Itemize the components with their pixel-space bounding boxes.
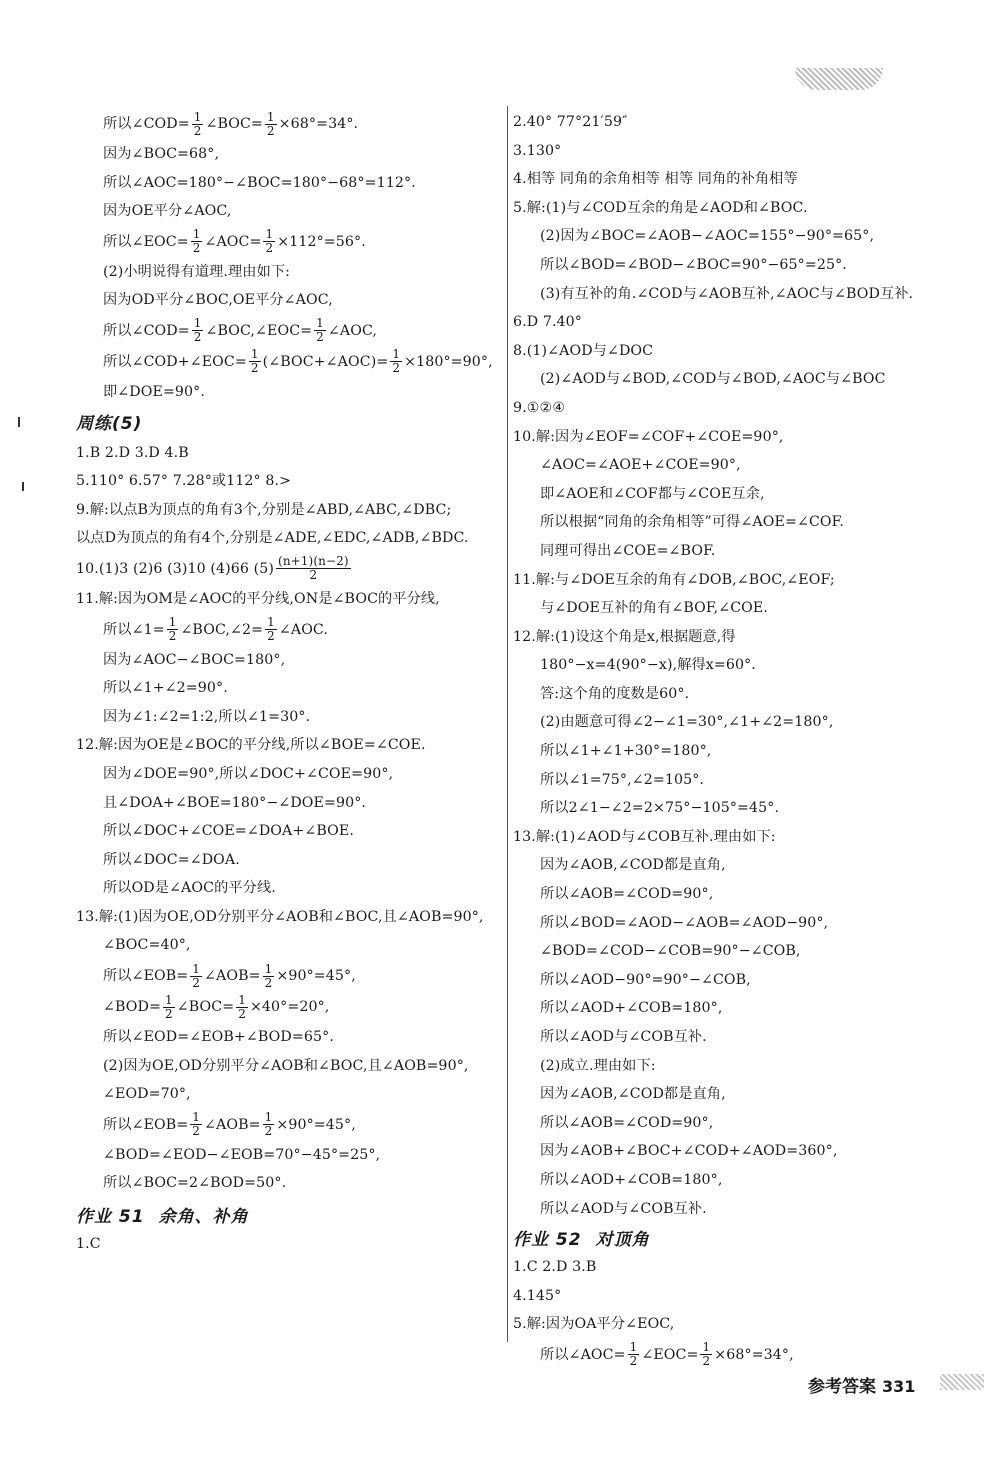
answer-line: 9.解:以点B为顶点的角有3个,分别是∠ABD,∠ABC,∠DBC; bbox=[76, 501, 452, 518]
answer-line: (2)成立.理由如下: bbox=[540, 1057, 656, 1074]
footer-label: 参考答案 bbox=[808, 1377, 876, 1397]
answer-line: 因为∠AOB,∠COD都是直角, bbox=[540, 857, 726, 874]
fraction-denominator: 2 bbox=[193, 123, 202, 138]
answer-line: 11.解:因为OM是∠AOC的平分线,ON是∠BOC的平分线, bbox=[76, 590, 440, 607]
answer-line: 且∠DOA+∠BOE=180°−∠DOE=90°. bbox=[103, 794, 367, 811]
fraction bbox=[191, 228, 203, 255]
answer-line: 因为∠AOB,∠COD都是直角, bbox=[540, 1086, 726, 1103]
answer-line: ∠BOD=∠EOD−∠EOB=70°−45°=25°, bbox=[103, 1146, 381, 1163]
fraction-numerator: 1 bbox=[266, 109, 275, 124]
line-text: 所以∠AOC= bbox=[540, 1346, 626, 1363]
answer-line: 所以∠1+∠2=90°. bbox=[103, 680, 228, 697]
fraction-denominator: 2 bbox=[250, 361, 259, 376]
fraction-denominator: 2 bbox=[192, 975, 201, 990]
fraction-numerator: 1 bbox=[193, 109, 202, 124]
answer-line bbox=[76, 1110, 502, 1140]
line-text: ∠BOC= bbox=[205, 116, 263, 132]
left-block-1 bbox=[76, 109, 502, 407]
line-text: ∠BOC,∠2= bbox=[180, 621, 264, 638]
answer-line: 13.解:(1)∠AOD与∠COB互补.理由如下: bbox=[513, 828, 776, 845]
fraction-denominator: 2 bbox=[238, 1006, 246, 1021]
answer-line: (2)因为OE,OD分别平分∠AOB和∠BOC,且∠AOB=90°, bbox=[103, 1057, 469, 1074]
fraction-denominator: 2 bbox=[316, 330, 324, 345]
answer-line bbox=[76, 316, 502, 346]
fraction bbox=[249, 348, 261, 375]
left-block-3 bbox=[76, 1230, 502, 1259]
fraction-denominator: 2 bbox=[267, 629, 275, 644]
fraction bbox=[236, 994, 248, 1021]
fraction-denominator: 2 bbox=[264, 975, 273, 990]
answer-line: 所以∠1+∠1+30°=180°, bbox=[540, 743, 712, 760]
answer-line: 即∠DOE=90°. bbox=[103, 383, 205, 400]
answer-line bbox=[76, 109, 502, 139]
margin-mark bbox=[22, 482, 24, 491]
fraction-denominator: 2 bbox=[192, 241, 201, 256]
fraction-numerator: 1 bbox=[192, 961, 201, 976]
fraction-denominator: 2 bbox=[164, 1006, 173, 1021]
fraction bbox=[700, 1341, 712, 1368]
answer-line: 所以∠AOD与∠COB互补. bbox=[540, 1029, 707, 1045]
homework-51-number: 作业 51 bbox=[76, 1207, 145, 1228]
line-text: ∠AOC. bbox=[278, 621, 328, 638]
answer-line: (2)小明说得有道理.理由如下: bbox=[103, 263, 291, 280]
fraction-numerator: (n+1)(n−2) bbox=[278, 554, 349, 569]
answer-line: 与∠DOE互补的角有∠BOF,∠COE. bbox=[540, 600, 768, 617]
answer-line: 因为∠BOC=68°, bbox=[103, 146, 220, 162]
right-column bbox=[513, 108, 983, 1371]
fraction bbox=[192, 111, 204, 138]
line-text: ∠AOB= bbox=[204, 1116, 261, 1133]
answer-line: 11.解:与∠DOE互余的角有∠DOB,∠BOC,∠EOF; bbox=[513, 571, 835, 588]
line-text: 所以∠COD= bbox=[103, 322, 190, 339]
answer-line: 即∠AOE和∠COF都与∠COE互余, bbox=[540, 485, 765, 502]
line-text: ∠BOC= bbox=[176, 999, 235, 1016]
fraction-denominator: 2 bbox=[266, 123, 275, 138]
answer-line: 1.B 2.D 3.D 4.B bbox=[76, 444, 189, 461]
line-text: ×68°=34°, bbox=[714, 1346, 794, 1363]
answer-line: 所以∠1=75°,∠2=105°. bbox=[540, 771, 705, 788]
fraction bbox=[263, 1111, 275, 1138]
right-block-1 bbox=[513, 108, 983, 1223]
line-text: ×112°=56°. bbox=[277, 233, 366, 250]
answer-line: 2.40° 77°21′59″ bbox=[513, 114, 628, 130]
margin-mark bbox=[18, 417, 20, 427]
answer-line: ∠BOD=∠COD−∠COB=90°−∠COB, bbox=[540, 943, 801, 960]
answer-line: 所以∠DOC=∠DOA. bbox=[103, 851, 240, 868]
answer-line: 所以∠AOD−90°=90°−∠COB, bbox=[540, 971, 751, 988]
answer-line: 因为∠AOB+∠BOC+∠COD+∠AOD=360°, bbox=[540, 1143, 838, 1160]
answer-line bbox=[513, 1340, 983, 1370]
answer-line: (3)有互补的角.∠COD与∠AOB互补,∠AOC与∠BOD互补. bbox=[540, 285, 914, 302]
fraction bbox=[263, 963, 275, 990]
answer-line: 因为∠1:∠2=1:2,所以∠1=30°. bbox=[103, 708, 311, 725]
answer-line bbox=[76, 227, 502, 257]
fraction-denominator: 2 bbox=[264, 1124, 273, 1139]
line-text: ∠BOC,∠EOC= bbox=[205, 322, 313, 339]
answer-line: 3.130° bbox=[513, 142, 562, 159]
answer-line: 5.解:(1)与∠COD互余的角是∠AOD和∠BOC. bbox=[513, 199, 808, 216]
fraction-numerator: 1 bbox=[629, 1340, 638, 1355]
line-text: ∠AOC= bbox=[204, 233, 262, 250]
answer-line bbox=[76, 992, 502, 1022]
fraction-denominator: 2 bbox=[168, 629, 177, 644]
fraction bbox=[628, 1341, 640, 1368]
fraction bbox=[167, 616, 179, 643]
section-title-weekly-5: 周练(5) bbox=[76, 413, 143, 434]
fraction-numerator: 1 bbox=[250, 347, 259, 362]
page-number: 331 bbox=[882, 1377, 916, 1396]
answer-line: 所以∠BOD=∠BOD−∠BOC=90°−65°=25°. bbox=[540, 256, 847, 273]
left-column bbox=[76, 108, 502, 1259]
fraction-numerator: 1 bbox=[264, 961, 273, 976]
fraction-numerator: 1 bbox=[168, 615, 177, 630]
fraction bbox=[192, 317, 204, 344]
left-block-2 bbox=[76, 439, 502, 1198]
line-text: 所以∠EOB= bbox=[103, 968, 189, 985]
homework-51-topic: 余角、补角 bbox=[158, 1207, 249, 1228]
answer-line: 所以∠AOB=∠COD=90°, bbox=[540, 886, 714, 903]
answer-line: 因为∠AOC−∠BOC=180°, bbox=[103, 651, 286, 668]
answer-line: 所以∠DOC+∠COE=∠DOA+∠BOE. bbox=[103, 823, 354, 840]
answer-line: (2)∠AOD与∠BOD,∠COD与∠BOD,∠AOC与∠BOC bbox=[540, 371, 886, 388]
fraction-denominator: 2 bbox=[392, 361, 401, 376]
answer-line: ∠AOC=∠AOE+∠COE=90°, bbox=[540, 457, 741, 474]
fraction-numerator: 1 bbox=[192, 1110, 201, 1125]
fraction-numerator: 1 bbox=[265, 227, 274, 242]
answer-line: 因为∠DOE=90°,所以∠DOC+∠COE=90°, bbox=[103, 765, 394, 782]
answer-line: 12.解:因为OE是∠BOC的平分线,所以∠BOE=∠COE. bbox=[76, 737, 426, 754]
answer-line: 1.C 2.D 3.B bbox=[513, 1259, 597, 1276]
answer-line: 因为OE平分∠AOC, bbox=[103, 203, 232, 220]
answer-line: 所以∠BOC=2∠BOD=50°. bbox=[103, 1175, 287, 1192]
fraction bbox=[190, 1111, 202, 1138]
answer-line: 所以∠AOD+∠COB=180°, bbox=[540, 1171, 723, 1188]
answer-line: 同理可得出∠COE=∠BOF. bbox=[540, 542, 716, 559]
answer-line: ∠EOD=70°, bbox=[103, 1086, 191, 1103]
answer-line: 180°−x=4(90°−x),解得x=60°. bbox=[540, 657, 756, 674]
line-text: ×180°=90°, bbox=[404, 353, 493, 370]
answer-line: 4.相等 同角的余角相等 相等 同角的补角相等 bbox=[513, 171, 798, 188]
fraction-numerator: 1 bbox=[164, 992, 173, 1007]
fraction-denominator: 2 bbox=[702, 1354, 711, 1369]
fraction-denominator: 2 bbox=[265, 241, 274, 256]
line-text: 所以∠EOB= bbox=[103, 1116, 189, 1133]
fraction-numerator: 1 bbox=[316, 316, 324, 331]
answer-line: 所以∠AOD+∠COB=180°, bbox=[540, 1000, 723, 1017]
column-divider bbox=[507, 106, 508, 1342]
answer-line bbox=[76, 961, 502, 991]
answer-line: 以点D为顶点的角有4个,分别是∠ADE,∠EDC,∠ADB,∠BDC. bbox=[76, 530, 469, 547]
fraction-denominator: 2 bbox=[309, 568, 318, 583]
answer-line: 所以OD是∠AOC的平分线. bbox=[103, 880, 276, 897]
answer-line: 13.解:(1)因为OE,OD分别平分∠AOB和∠BOC,且∠AOB=90°, bbox=[76, 908, 484, 925]
answer-line: 10.解:因为∠EOF=∠COF+∠COE=90°, bbox=[513, 428, 784, 445]
line-text: ∠BOD= bbox=[103, 999, 161, 1016]
answer-line: 5.解:因为OA平分∠EOC, bbox=[513, 1316, 675, 1333]
page-footer bbox=[808, 1372, 915, 1397]
fraction-numerator: 1 bbox=[267, 615, 275, 630]
header-decoration bbox=[795, 68, 883, 90]
fraction-numerator: 1 bbox=[193, 316, 202, 331]
fraction bbox=[314, 317, 326, 344]
line-text: 所以∠EOC= bbox=[103, 233, 189, 250]
answer-line: 所以∠AOC=180°−∠BOC=180°−68°=112°. bbox=[103, 174, 416, 191]
answer-line: 4.145° bbox=[513, 1287, 562, 1304]
line-text: 所以∠COD+∠EOC= bbox=[103, 353, 247, 370]
fraction bbox=[190, 963, 202, 990]
line-text: ×40°=20°, bbox=[249, 999, 330, 1016]
answer-line: 8.(1)∠AOD与∠DOC bbox=[513, 342, 654, 359]
answer-line: 答:这个角的度数是60°. bbox=[540, 685, 690, 702]
fraction bbox=[265, 616, 277, 643]
fraction-denominator: 2 bbox=[193, 330, 202, 345]
answer-line: 所以∠EOD=∠EOB+∠BOD=65°. bbox=[103, 1029, 334, 1046]
line-text: ∠AOC, bbox=[327, 322, 378, 339]
line-text: ×90°=45°, bbox=[276, 968, 356, 985]
answer-line: 所以∠AOD与∠COB互补. bbox=[540, 1200, 707, 1217]
line-text: 所以∠COD= bbox=[103, 116, 190, 132]
answer-line: 因为OD平分∠BOC,OE平分∠AOC, bbox=[103, 292, 333, 309]
answer-line: 9.①②④ bbox=[513, 399, 566, 416]
fraction-denominator: 2 bbox=[192, 1124, 201, 1139]
answer-line bbox=[76, 347, 502, 377]
homework-52-number: 作业 52 bbox=[513, 1230, 582, 1251]
answer-line: 12.解:(1)设这个角是x,根据题意,得 bbox=[513, 628, 736, 645]
section-title-homework-51 bbox=[76, 1204, 502, 1230]
fraction-numerator: 1 bbox=[392, 347, 401, 362]
homework-52-topic: 对顶角 bbox=[595, 1230, 650, 1251]
fraction bbox=[390, 348, 402, 375]
line-text: ∠AOB= bbox=[204, 968, 261, 985]
fraction-numerator: 1 bbox=[192, 227, 201, 242]
answer-line: (2)因为∠BOC=∠AOB−∠AOC=155°−90°=65°, bbox=[540, 228, 875, 245]
fraction-numerator: 1 bbox=[238, 992, 246, 1007]
answer-line: 所以2∠1−∠2=2×75°−105°=45°. bbox=[540, 800, 780, 817]
line-text: (∠BOC+∠AOC)= bbox=[262, 353, 389, 370]
line-text: ×68°=34°. bbox=[278, 116, 359, 132]
footer-decoration bbox=[940, 1374, 984, 1390]
answer-line: 所以∠BOD=∠AOD−∠AOB=∠AOD−90°, bbox=[540, 914, 829, 931]
fraction bbox=[163, 994, 175, 1021]
fraction bbox=[276, 555, 351, 582]
line-text: 所以∠1= bbox=[103, 621, 165, 638]
fraction-numerator: 1 bbox=[264, 1110, 273, 1125]
answer-line: 所以∠AOB=∠COD=90°, bbox=[540, 1114, 714, 1131]
fraction bbox=[263, 228, 275, 255]
answer-line: 所以根据“同角的余角相等”可得∠AOE=∠COF. bbox=[540, 514, 844, 531]
answer-line: (2)由题意可得∠2−∠1=30°,∠1+∠2=180°, bbox=[540, 714, 834, 731]
fraction-numerator: 1 bbox=[702, 1340, 711, 1355]
answer-line: ∠BOC=40°, bbox=[103, 937, 191, 954]
answer-line: 1.C bbox=[76, 1236, 101, 1253]
fraction-denominator: 2 bbox=[629, 1354, 638, 1369]
line-text: ×90°=45°, bbox=[276, 1116, 356, 1133]
section-title-homework-52 bbox=[513, 1227, 983, 1253]
line-text: ∠EOC= bbox=[641, 1346, 699, 1363]
answer-line: 5.110° 6.57° 7.28°或112° 8.> bbox=[76, 473, 292, 490]
right-block-2 bbox=[513, 1253, 983, 1370]
answer-line: 6.D 7.40° bbox=[513, 314, 583, 331]
fraction bbox=[265, 111, 277, 138]
answer-line bbox=[76, 615, 502, 645]
answer-line bbox=[76, 554, 502, 584]
line-text: 10.(1)3 (2)6 (3)10 (4)66 (5) bbox=[76, 560, 275, 577]
